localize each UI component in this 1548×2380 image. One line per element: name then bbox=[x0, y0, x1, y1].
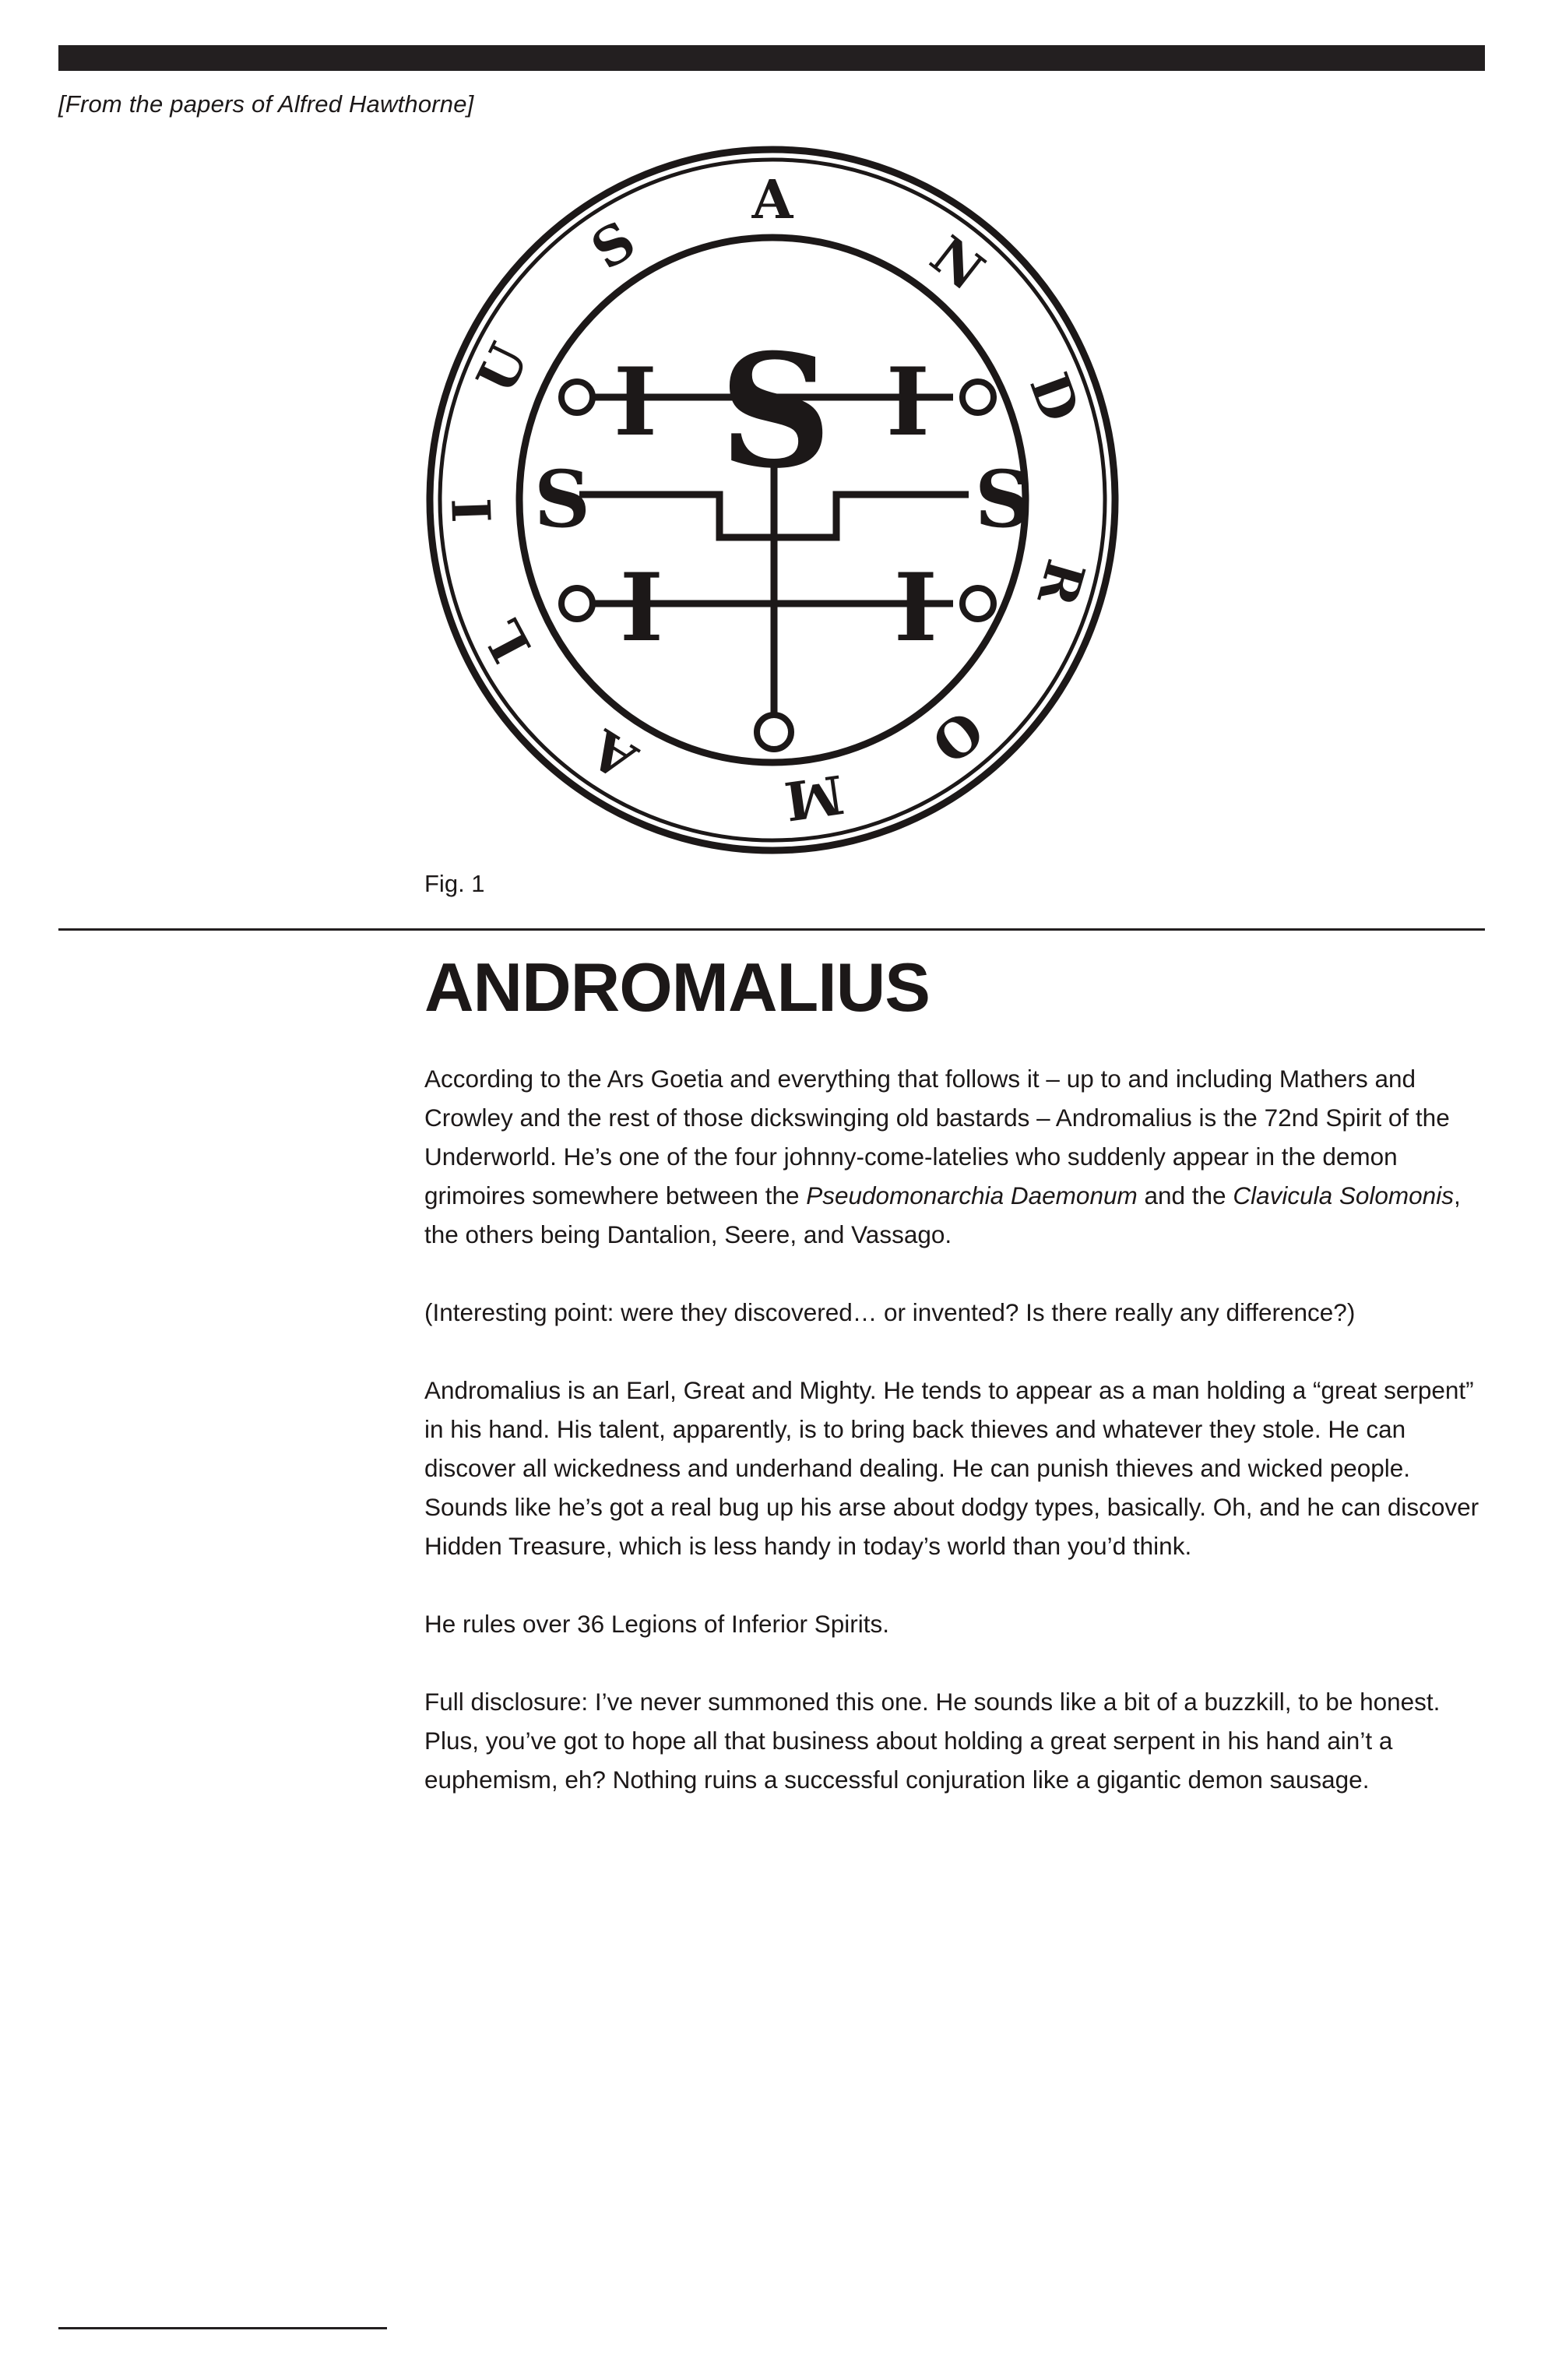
paragraph-description: Andromalius is an Earl, Great and Mighty. He tends to appear as a man holding a “great serpent” in his hand. His talent, apparently, is to bring back thieves and whatever they stole. He can discover all wickedness and underhand dealing. He can punish thieves and wicked people. Sounds like he’s got a real bug up his arse about dodgy types, basically. Oh, and he can discover Hidden Treasure, which is less handy in today’s world than you’d think. bbox=[424, 1376, 1479, 1560]
paragraph-legions: He rules over 36 Legions of Inferior Spirits. bbox=[424, 1610, 890, 1638]
sigil-ring-letter: O bbox=[920, 697, 994, 776]
sigil-inner-letter: I bbox=[619, 553, 664, 663]
sigil-inner-letter: S bbox=[533, 453, 591, 545]
sigil-inner-letter: S bbox=[974, 453, 1032, 545]
footnote-rule bbox=[58, 2327, 387, 2329]
sigil-center-letter bbox=[719, 320, 832, 503]
sigil-ring-letter: S bbox=[580, 209, 647, 283]
sigil-ring-letter: R bbox=[1024, 552, 1097, 613]
sigil-ring-letter: I bbox=[441, 497, 505, 524]
sigil-ring-letter: U bbox=[465, 334, 541, 403]
section-divider bbox=[58, 928, 1485, 931]
page-title: ANDROMALIUS bbox=[424, 949, 930, 1026]
paragraph-text: , the others being Dantalion, Seere, and Vassago. bbox=[424, 1181, 1461, 1248]
sigil-ring-letter: N bbox=[918, 224, 996, 304]
sigil-ring-letter: A bbox=[579, 716, 648, 792]
paragraph-aside: (Interesting point: were they discovered… or invented? Is there really any difference?) bbox=[424, 1298, 1356, 1326]
sigil-center-s: S bbox=[719, 320, 832, 503]
source-note: [From the papers of Alfred Hawthorne] bbox=[58, 90, 474, 118]
sigil-inner-letter: I bbox=[885, 347, 931, 457]
book-title-pseudomonarchia: Pseudomonarchia Daemonum bbox=[806, 1181, 1138, 1209]
top-rule-bar bbox=[58, 45, 1485, 71]
paragraph-disclosure: Full disclosure: I’ve never summoned this one. He sounds like a bit of a buzzkill, to be honest. Plus, you’ve got to hope all that business about holding a great serpent in his hand ain’t a euphemism, eh? Nothing ruins a successful conjuration like a gigantic demon sausage. bbox=[424, 1688, 1441, 1794]
sigil-ring-letter: L bbox=[471, 609, 544, 672]
article-body bbox=[424, 1059, 1491, 1838]
sigil-inner-letter: I bbox=[893, 553, 938, 663]
paragraph-text: and the bbox=[1137, 1181, 1233, 1209]
paragraph-text: According to the Ars Goetia and everything that follows it – up to and including Mathers and Crowley and the rest of those dickswinging old bastards – Andromalius is the 72nd Spirit of the Underworld. He’s one of the four johnny-come-latelies who suddenly appear in the demon grimoires somewhere between the bbox=[424, 1065, 1450, 1209]
paragraph-origin bbox=[424, 1059, 1491, 1254]
andromalius-sigil-figure bbox=[424, 140, 1121, 857]
sigil-ring-letter: M bbox=[780, 762, 848, 833]
sigil-ring-letter: D bbox=[1017, 364, 1092, 430]
sigil-ring-letter: A bbox=[751, 169, 793, 231]
figure-caption: Fig. 1 bbox=[424, 870, 485, 897]
sigil-inner-letter: I bbox=[613, 347, 658, 457]
book-title-clavicula: Clavicula Solomonis bbox=[1233, 1181, 1454, 1209]
